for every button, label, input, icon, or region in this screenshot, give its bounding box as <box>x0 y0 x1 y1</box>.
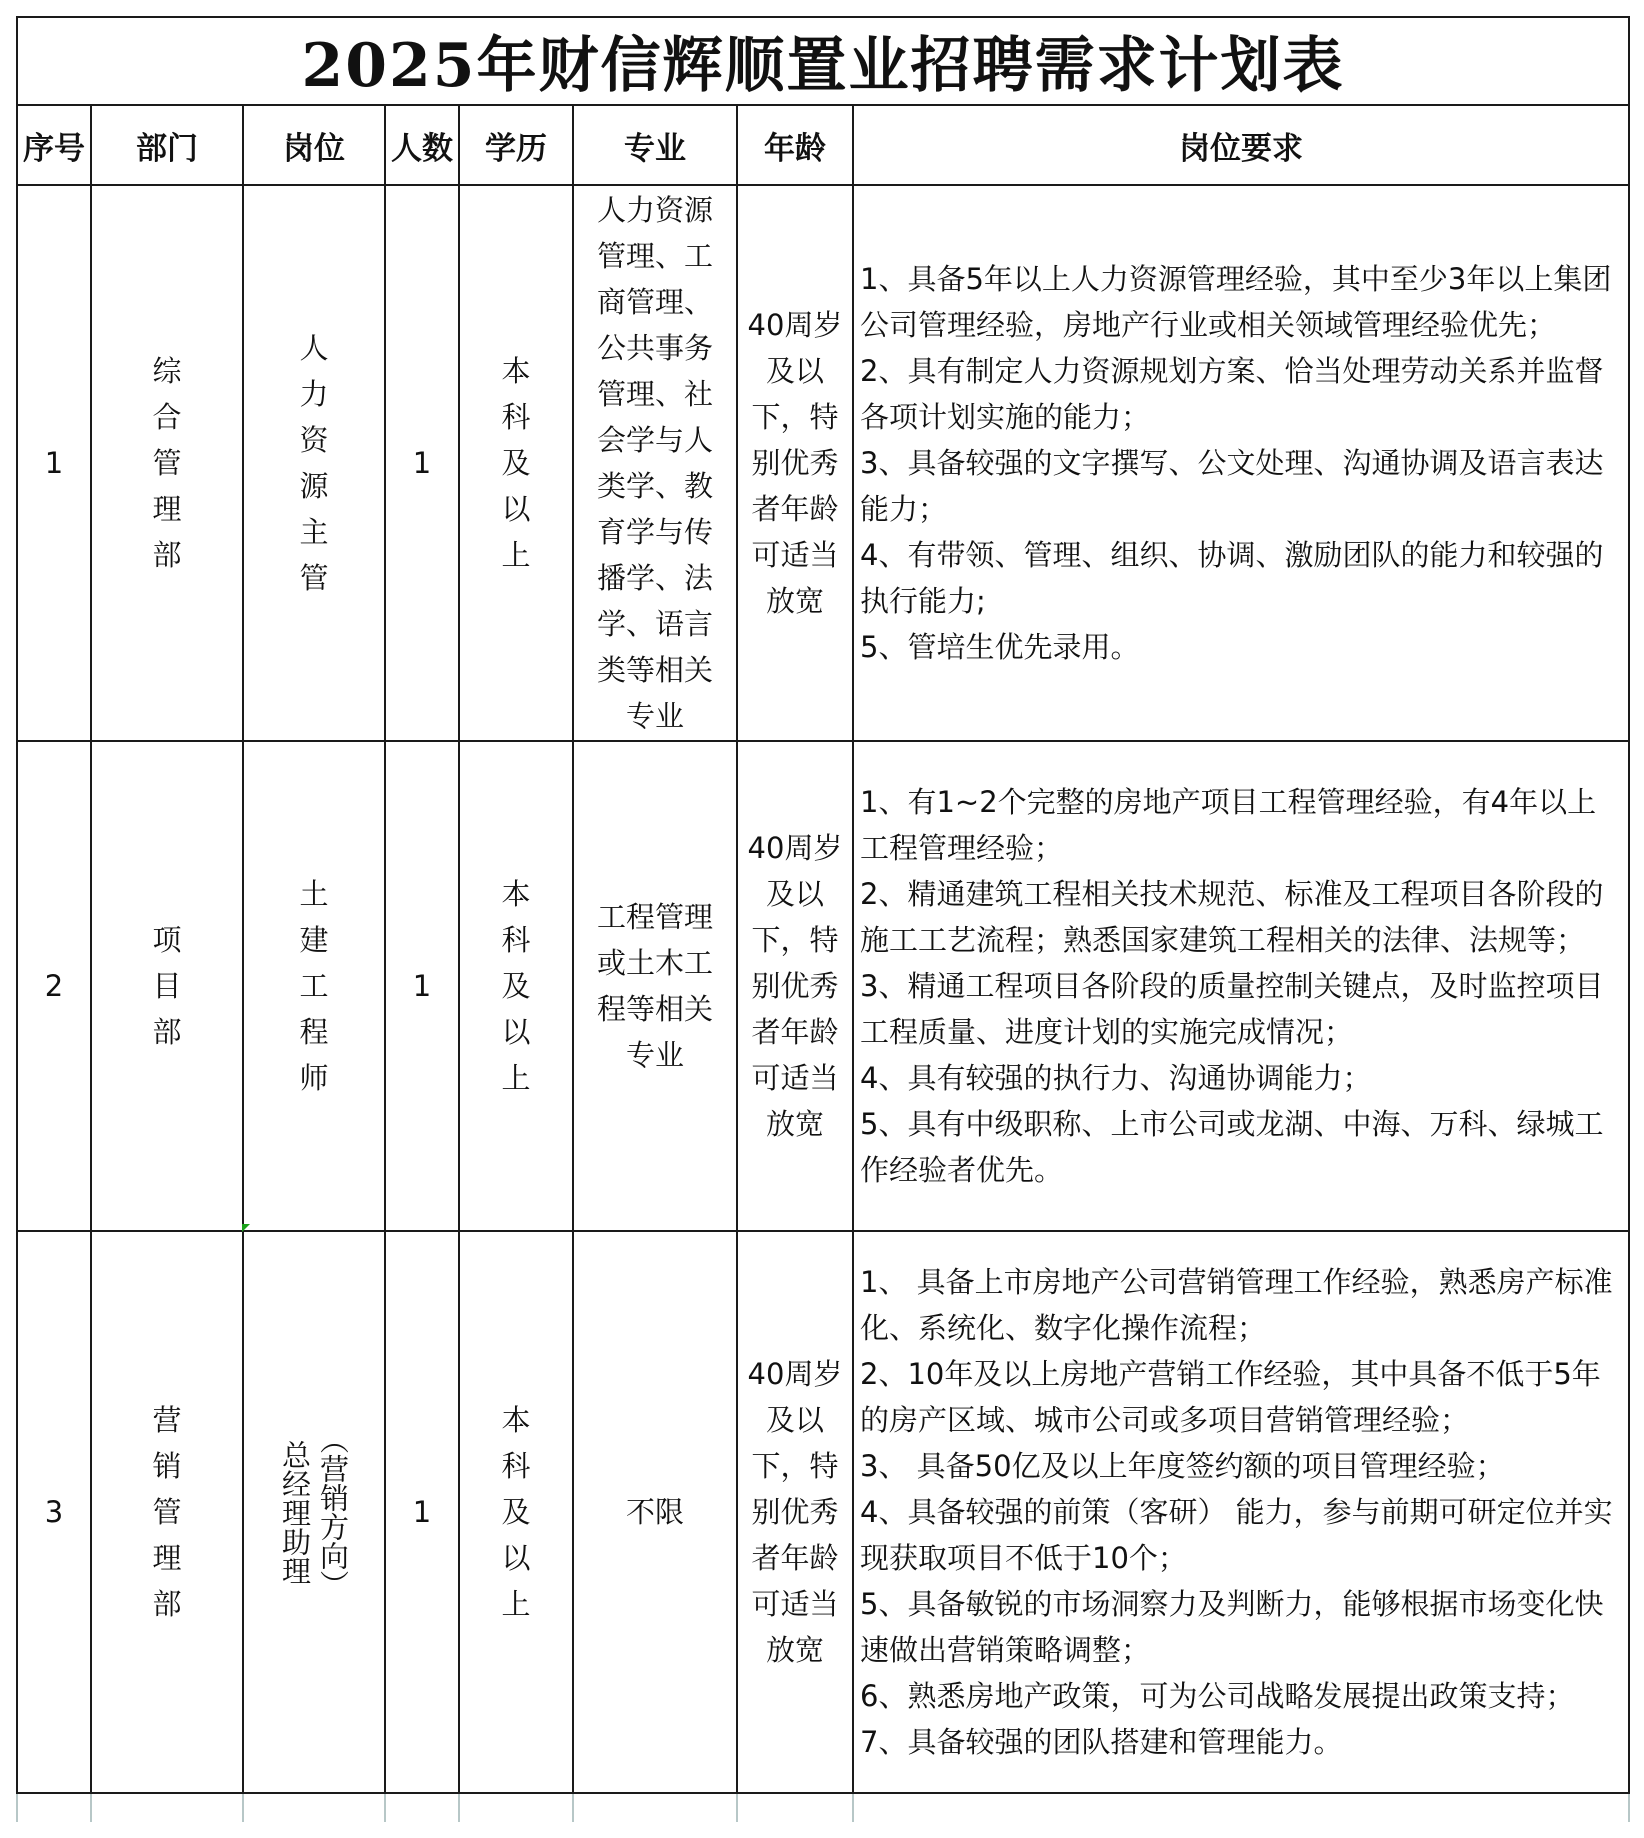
table-row <box>17 1231 1629 1793</box>
dept-text: 项目部 <box>152 923 182 1049</box>
cell-major[interactable]: 工程管理或土木工程等相关专业 <box>573 741 737 1231</box>
position-main-text: 总经理助理 <box>278 1439 312 1585</box>
cell-comment-marker-icon <box>242 1224 250 1232</box>
header-requirements[interactable]: 岗位要求 <box>853 105 1629 185</box>
cell-age[interactable]: 40周岁及以下，特别优秀者年龄可适当放宽 <box>737 185 853 741</box>
cell-major[interactable]: 人力资源管理、工商管理、公共事务管理、社会学与人类学、教育学与传播学、法学、语言类等相关专业 <box>573 185 737 741</box>
header-row <box>17 105 1629 185</box>
requirement-line: 3、具备较强的文字撰写、公文处理、沟通协调及语言表达能力； <box>860 446 1604 526</box>
table-row <box>17 185 1629 741</box>
requirement-line: 6、熟悉房地产政策，可为公司战略发展提出政策支持； <box>860 1679 1575 1713</box>
requirement-line: 3、 具备50亿及以上年度签约额的项目管理经验； <box>860 1449 1505 1483</box>
cell-position[interactable] <box>243 1231 385 1793</box>
header-age[interactable]: 年龄 <box>737 105 853 185</box>
cell-dept[interactable] <box>91 741 243 1231</box>
empty-cell[interactable] <box>737 1793 853 1822</box>
empty-cell[interactable] <box>573 1793 737 1822</box>
requirement-line: 7、具备较强的团队搭建和管理能力。 <box>860 1725 1343 1759</box>
requirement-line: 5、管培生优先录用。 <box>860 630 1140 664</box>
dept-text: 综合管理部 <box>152 354 182 572</box>
cell-age[interactable]: 40周岁及以下，特别优秀者年龄可适当放宽 <box>737 741 853 1231</box>
empty-cell[interactable] <box>385 1793 459 1822</box>
header-education[interactable]: 学历 <box>459 105 573 185</box>
header-count[interactable]: 人数 <box>385 105 459 185</box>
requirement-line: 4、有带领、管理、组织、协调、激励团队的能力和较强的执行能力; <box>860 538 1604 618</box>
cell-dept[interactable] <box>91 185 243 741</box>
title-row <box>17 17 1629 105</box>
dept-text: 营销管理部 <box>152 1403 182 1621</box>
empty-cell[interactable] <box>91 1793 243 1822</box>
header-no[interactable]: 序号 <box>17 105 91 185</box>
header-position[interactable]: 岗位 <box>243 105 385 185</box>
spreadsheet <box>16 16 1630 1822</box>
position-vertical <box>244 1425 384 1599</box>
position-text: 人力资源主管 <box>299 331 329 595</box>
cell-count[interactable]: 1 <box>385 1231 459 1793</box>
requirement-line: 3、精通工程项目各阶段的质量控制关键点，及时监控项目工程质量、进度计划的实施完成情况； <box>860 969 1604 1049</box>
empty-cell[interactable] <box>17 1793 91 1822</box>
requirement-line: 5、具备敏锐的市场洞察力及判断力，能够根据市场变化快速做出营销策略调整； <box>860 1587 1604 1667</box>
recruitment-table <box>16 16 1630 1822</box>
header-dept[interactable]: 部门 <box>91 105 243 185</box>
requirement-line: 1、有1~2个完整的房地产项目工程管理经验，有4年以上工程管理经验； <box>860 785 1597 865</box>
cell-education[interactable] <box>459 741 573 1231</box>
cell-position[interactable] <box>243 741 385 1231</box>
empty-row <box>17 1793 1629 1822</box>
cell-education[interactable] <box>459 185 573 741</box>
requirement-line: 2、具有制定人力资源规划方案、恰当处理劳动关系并监督各项计划实施的能力； <box>860 354 1604 434</box>
education-text: 本科及以上 <box>501 1403 531 1621</box>
header-major[interactable]: 专业 <box>573 105 737 185</box>
requirement-line: 4、具备较强的前策（客研） 能力，参与前期可研定位并实现获取项目不低于10个； <box>860 1495 1613 1575</box>
cell-no[interactable]: 2 <box>17 741 91 1231</box>
cell-requirements[interactable] <box>853 185 1629 741</box>
empty-cell[interactable] <box>459 1793 573 1822</box>
requirement-line: 4、具有较强的执行力、沟通协调能力； <box>860 1061 1372 1095</box>
requirement-line: 5、具有中级职称、上市公司或龙湖、中海、万科、绿城工作经验者优先。 <box>860 1107 1604 1187</box>
cell-position[interactable] <box>243 185 385 741</box>
empty-cell[interactable] <box>853 1793 1629 1822</box>
requirement-line: 2、10年及以上房地产营销工作经验，其中具备不低于5年的房产区域、城市公司或多项目营销管理经验； <box>860 1357 1601 1437</box>
requirement-line: 1、具备5年以上人力资源管理经验，其中至少3年以上集团公司管理经验，房地产行业或相关领域管理经验优先； <box>860 262 1612 342</box>
cell-count[interactable]: 1 <box>385 185 459 741</box>
table-title[interactable]: 2025年财信辉顺置业招聘需求计划表 <box>17 17 1629 105</box>
table-row <box>17 741 1629 1231</box>
cell-requirements[interactable] <box>853 741 1629 1231</box>
education-text: 本科及以上 <box>501 354 531 572</box>
position-text: 土建工程师 <box>299 877 329 1095</box>
cell-requirements[interactable] <box>853 1231 1629 1793</box>
cell-education[interactable] <box>459 1231 573 1793</box>
cell-age[interactable]: 40周岁及以下，特别优秀者年龄可适当放宽 <box>737 1231 853 1793</box>
requirement-line: 2、精通建筑工程相关技术规范、标准及工程项目各阶段的施工工艺流程；熟悉国家建筑工程相关的法律、法规等； <box>860 877 1604 957</box>
cell-no[interactable]: 3 <box>17 1231 91 1793</box>
position-note-text: （营销方向） <box>316 1425 350 1599</box>
cell-count[interactable]: 1 <box>385 741 459 1231</box>
cell-major[interactable]: 不限 <box>573 1231 737 1793</box>
cell-no[interactable]: 1 <box>17 185 91 741</box>
empty-cell[interactable] <box>243 1793 385 1822</box>
education-text: 本科及以上 <box>501 877 531 1095</box>
requirement-line: 1、 具备上市房地产公司营销管理工作经验，熟悉房产标准化、系统化、数字化操作流程； <box>860 1265 1613 1345</box>
cell-dept[interactable] <box>91 1231 243 1793</box>
